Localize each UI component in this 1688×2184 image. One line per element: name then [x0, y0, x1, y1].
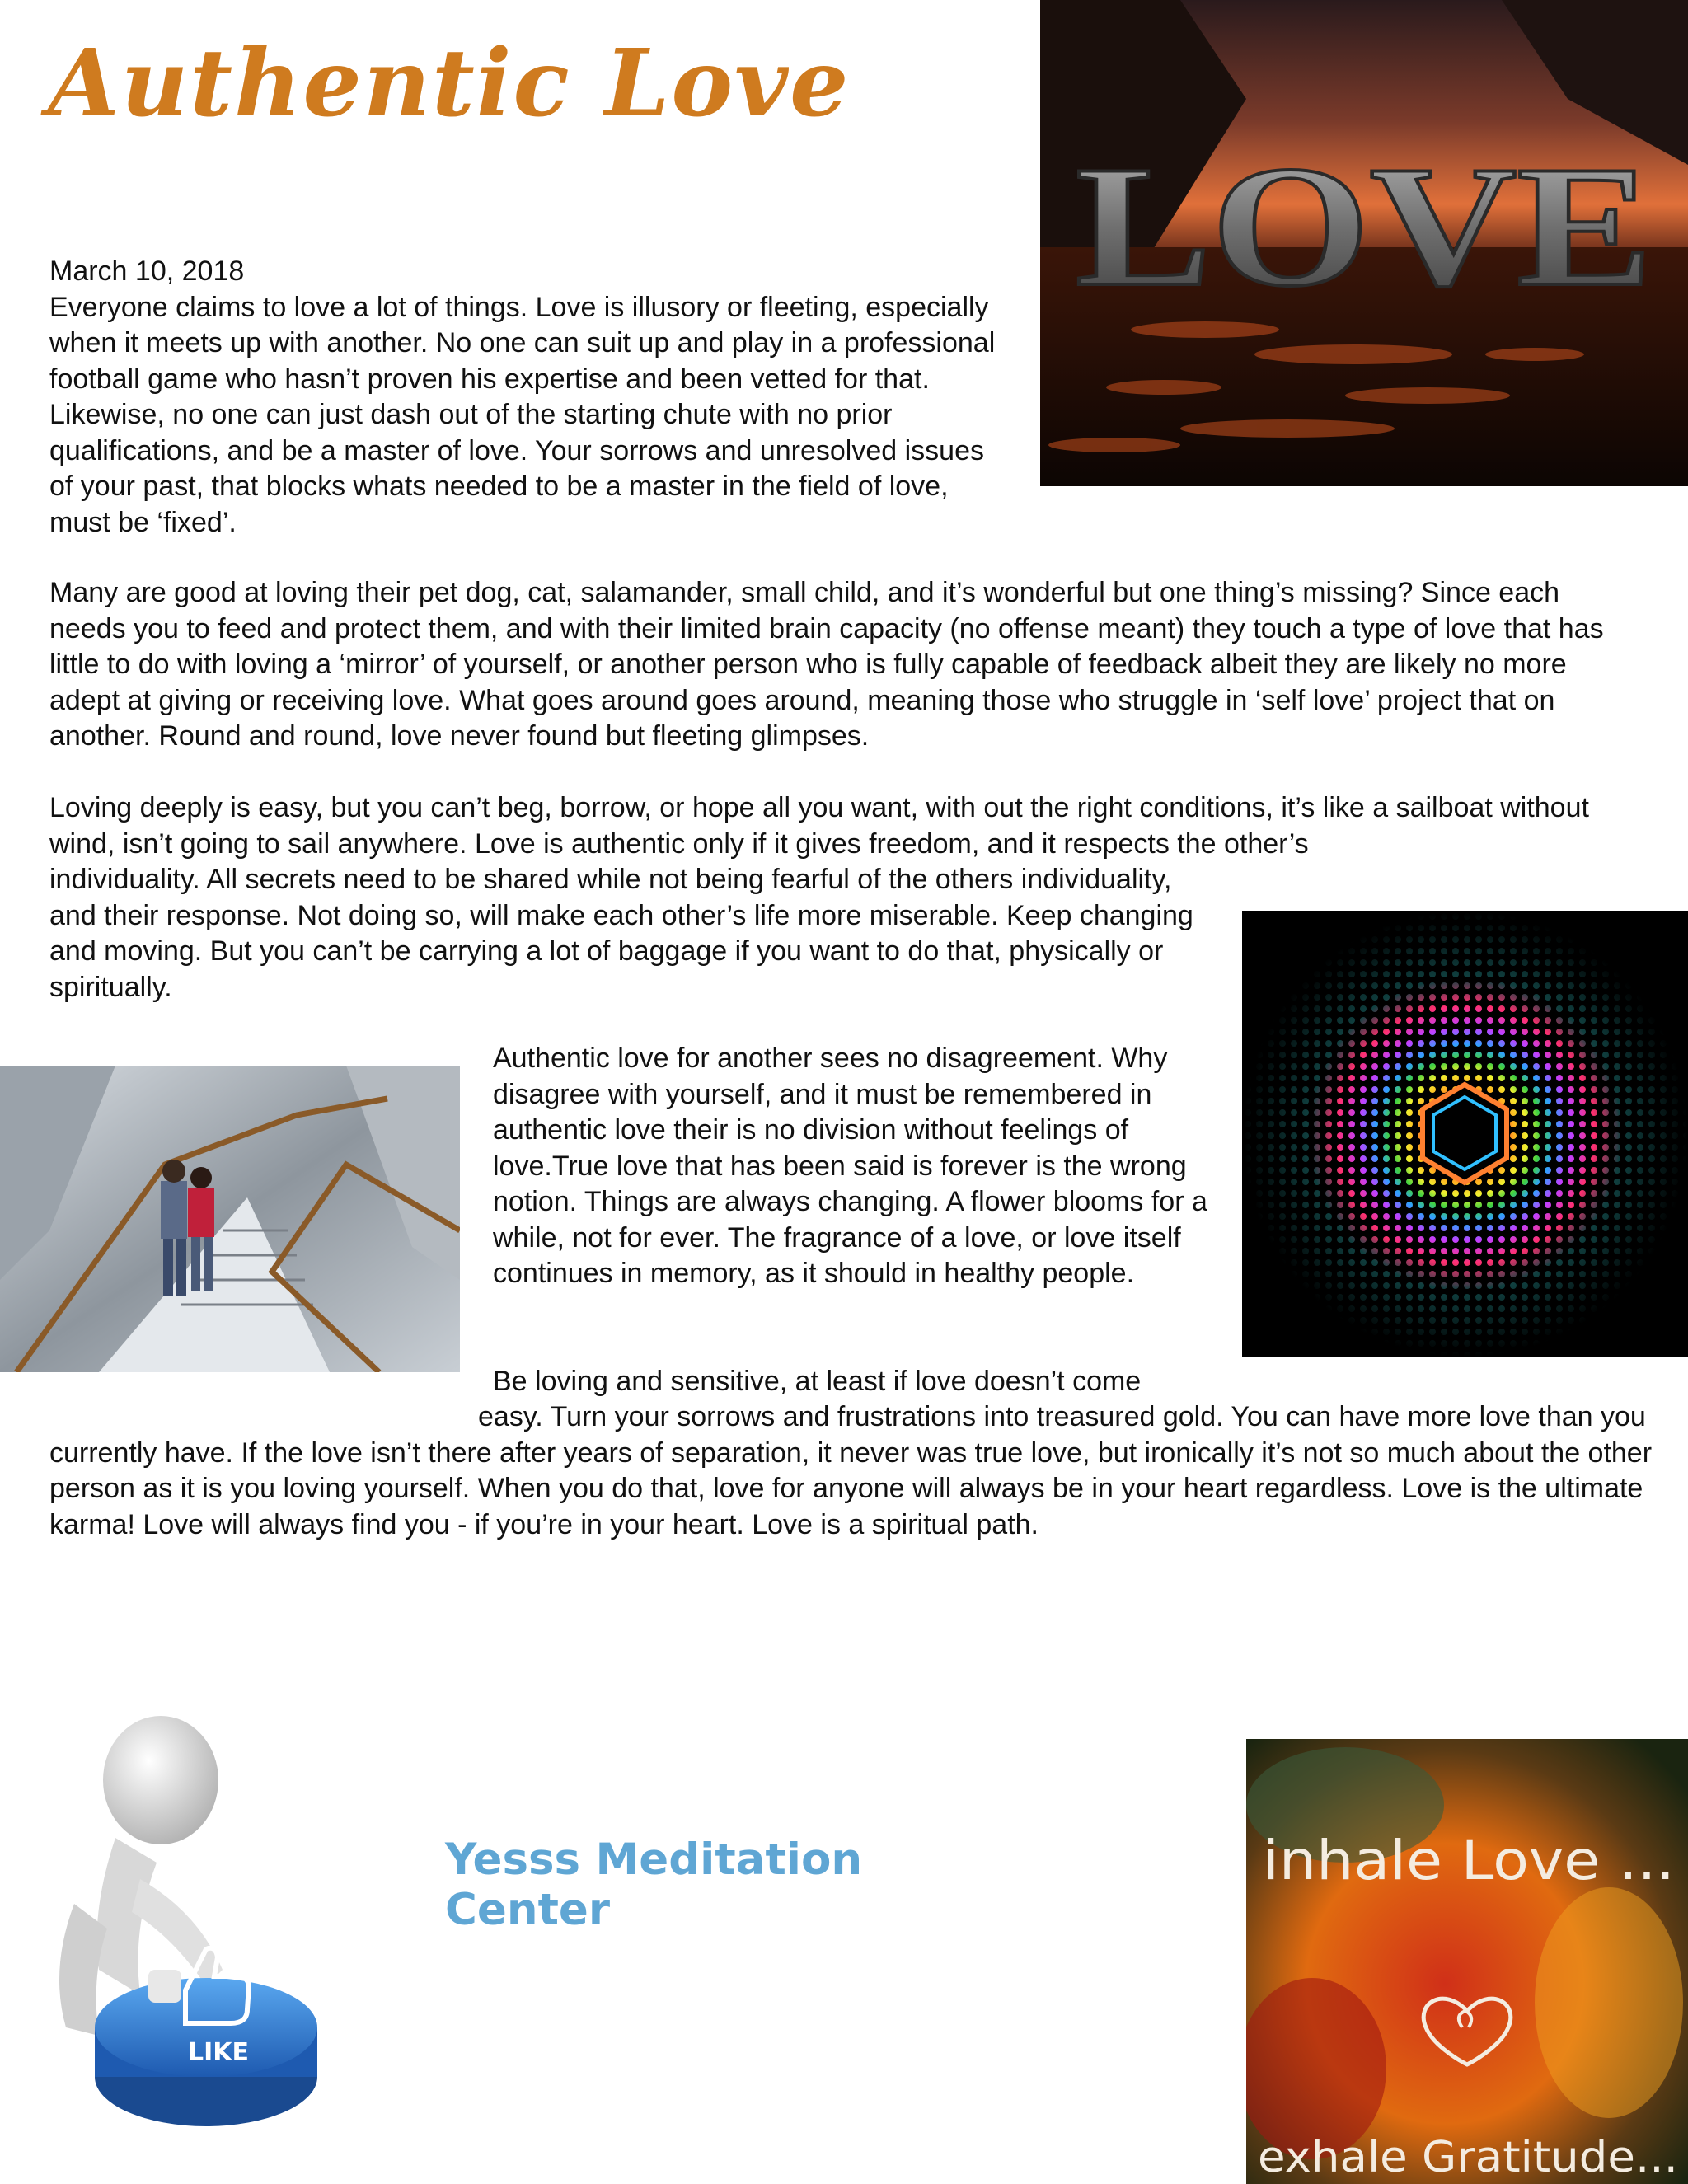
- like-button-figure: [41, 1698, 338, 2143]
- paragraph-3-rest: individuality. All secrets need to be shared while not being fearful of the others individuality, and their response. Not doing so, will make each other’s life more miserable. Keep changing and moving. But you can’t be carrying a lot of baggage if you want to do that, physically or spiritually.: [49, 864, 1193, 1003]
- inhale-love-text: inhale Love ...: [1263, 1829, 1675, 1892]
- paragraph-4: Authentic love for another sees no disagreement. Why disagree with yourself, and it must be remembered in authentic love their is no division without feelings of love.True love that has been said is forever is the wrong notion. Things are always changing. A flower blooms for a while, not for ever. The fragrance of a love, or love itself continues in memory, as it should in healthy people.: [493, 1043, 1207, 1289]
- paragraph-3-lead: Loving deeply is easy, but you can’t beg, borrow, or hope all you want, with out the right conditions, it’s like a sailboat without wind, isn’t going to sail anywhere. Love is authentic only if it gives freedom, and it respects the other’s: [49, 792, 1589, 860]
- paragraph-5-rest-block: [49, 1399, 1665, 1543]
- exhale-gratitude-text: exhale Gratitude...: [1258, 2133, 1678, 2182]
- love-sunset-image: [1040, 0, 1688, 486]
- paragraph-2: Many are good at loving their pet dog, cat, salamander, small child, and it’s wonderful but one thing’s missing? Since each needs you to feed and protect them, and with their limited brain capacity (no offense meant) they touch a type of love that has little to do with loving a ‘mirror’ of yourself, or another person who is fully capable of feedback albeit they are likely no more adept at giving or receiving love. What goes around goes around, meaning those who struggle in ‘self love’ project that on another. Round and round, love never found but fleeting glimpses.: [49, 577, 1604, 752]
- love-3d-text: LOVE: [1076, 131, 1653, 322]
- kaleidoscope-image: [1242, 911, 1688, 1357]
- paragraph-5-lead: Be loving and sensitive, at least if love doesn’t come: [493, 1366, 1142, 1397]
- paragraph-5-rest: easy. Turn your sorrows and frustrations into treasured gold. You can have more love than you currently have. If the love isn’t there after years of separation, it never was true love, but ironically it’s not so much about the other person as it is you loving yourself. When you do that, love for anyone will always be in your heart regardless. Love is the ultimate karma! Love will always find you - if you’re in your heart. Love is a spiritual path.: [49, 1401, 1653, 1540]
- meditation-center-name: Yesss Meditation Center: [445, 1835, 863, 1935]
- inhale-love-image: [1246, 1739, 1688, 2184]
- intro-paragraph: [49, 254, 997, 541]
- page-title: Authentic Love: [48, 30, 851, 138]
- like-button-text: LIKE: [187, 2038, 250, 2067]
- post-date: March 10, 2018: [49, 255, 245, 287]
- stairs-couple-image: [0, 1066, 460, 1372]
- paragraph-1: Everyone claims to love a lot of things. Love is illusory or fleeting, especially when it meets up with another. No one can suit up and play in a professional football game who hasn’t proven his expertise and been vetted for that. Likewise, no one can just dash out of the starting chute with no prior qualifications, and be a master of love. Your sorrows and unresolved issues of your past, that blocks whats needed to be a master in the field of love, must be ‘fixed’.: [49, 291, 996, 538]
